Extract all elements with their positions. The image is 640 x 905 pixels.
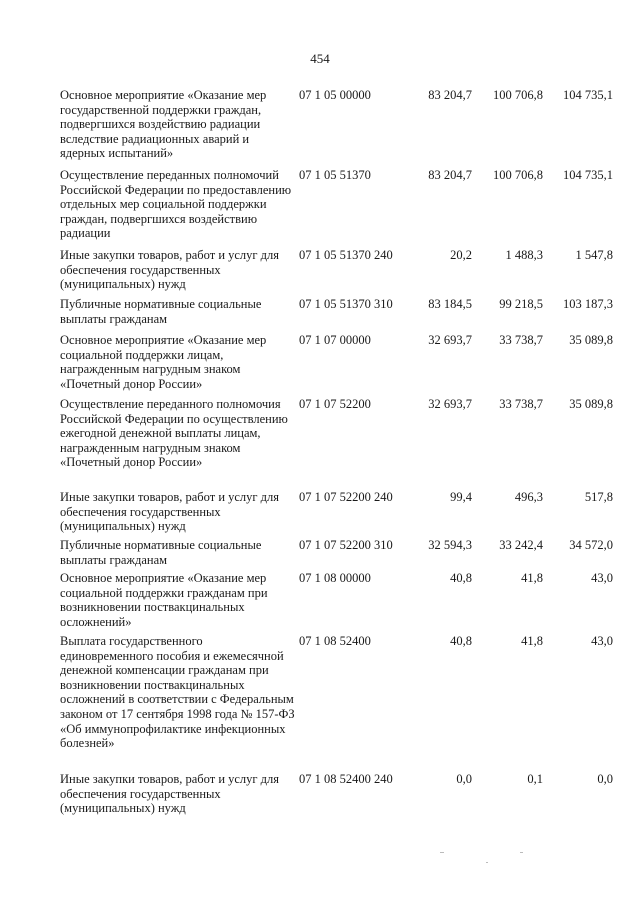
row-name: Основное мероприятие «Оказание мер государственной поддержки граждан, подвергшихся воздействию радиации вследствие радиационных аварий и ядерных испытаний»: [60, 88, 267, 161]
row-value-3: 1 547,8: [575, 248, 613, 262]
page-number: 454: [310, 51, 330, 66]
row-value-1: 83 204,7: [428, 168, 472, 182]
row-code: 07 1 07 52200 240: [299, 490, 393, 504]
row-value-1: 32 693,7: [428, 333, 472, 347]
scan-speck: [486, 862, 488, 863]
row-value-3: 35 089,8: [569, 333, 613, 347]
row-value-2: 41,8: [521, 571, 543, 585]
row-value-2: 33 738,7: [499, 397, 543, 411]
row-value-3: 104 735,1: [563, 88, 613, 102]
row-value-2: 33 242,4: [499, 538, 543, 552]
row-value-3: 35 089,8: [569, 397, 613, 411]
row-value-1: 40,8: [450, 571, 472, 585]
row-value-3: 104 735,1: [563, 168, 613, 182]
row-value-2: 33 738,7: [499, 333, 543, 347]
row-code: 07 1 05 51370 240: [299, 248, 393, 262]
row-name: Иные закупки товаров, работ и услуг для обеспечения государственных (муниципальных) нужд: [60, 772, 280, 816]
row-value-2: 41,8: [521, 634, 543, 648]
row-value-1: 83 204,7: [428, 88, 472, 102]
row-value-3: 43,0: [591, 571, 613, 585]
row-value-3: 0,0: [597, 772, 613, 786]
row-code: 07 1 08 52400: [299, 634, 371, 648]
row-code: 07 1 05 00000: [299, 88, 371, 102]
row-name: Публичные нормативные социальные выплаты гражданам: [60, 297, 262, 326]
row-name: Публичные нормативные социальные выплаты гражданам: [60, 538, 262, 567]
row-value-1: 40,8: [450, 634, 472, 648]
row-name: Осуществление переданного полномочия Российской Федерации по осуществлению ежегодной денежной выплаты лицам, награжденным нагрудным знаком «Почетный донор России»: [60, 397, 288, 470]
row-value-3: 103 187,3: [563, 297, 613, 311]
row-value-2: 99 218,5: [499, 297, 543, 311]
row-value-2: 0,1: [527, 772, 543, 786]
row-name: Основное мероприятие «Оказание мер социальной поддержки лицам, награжденным нагрудным знаком «Почетный донор России»: [60, 333, 267, 391]
row-code: 07 1 07 00000: [299, 333, 371, 347]
row-value-1: 99,4: [450, 490, 472, 504]
row-code: 07 1 05 51370 310: [299, 297, 393, 311]
row-value-2: 100 706,8: [493, 168, 543, 182]
row-code: 07 1 08 00000: [299, 571, 371, 585]
row-value-2: 100 706,8: [493, 88, 543, 102]
row-name: Иные закупки товаров, работ и услуг для обеспечения государственных (муниципальных) нужд: [60, 248, 280, 292]
row-name: Выплата государственного единовременного пособия и ежемесячной денежной компенсации гражданам при возникновении поствакцинальных осложнений в соответствии с Федеральным законом от 17 сентября 1998 года № 157-ФЗ «Об иммунопрофилактике инфекционных болезней»: [60, 634, 295, 751]
row-value-3: 34 572,0: [569, 538, 613, 552]
row-code: 07 1 07 52200 310: [299, 538, 393, 552]
row-value-1: 83 184,5: [428, 297, 472, 311]
row-value-2: 1 488,3: [505, 248, 543, 262]
row-name: Иные закупки товаров, работ и услуг для обеспечения государственных (муниципальных) нужд: [60, 490, 280, 534]
row-code: 07 1 08 52400 240: [299, 772, 393, 786]
row-code: 07 1 07 52200: [299, 397, 371, 411]
row-value-3: 517,8: [584, 490, 613, 504]
row-value-1: 32 594,3: [428, 538, 472, 552]
scan-speck: [440, 852, 444, 853]
row-name: Основное мероприятие «Оказание мер социальной поддержки гражданам при возникновении поствакцинальных осложнений»: [60, 571, 268, 629]
row-value-3: 43,0: [591, 634, 613, 648]
row-value-1: 20,2: [450, 248, 472, 262]
scan-speck: [520, 852, 523, 853]
row-name: Осуществление переданных полномочий Российской Федерации по предоставлению отдельных мер социальной поддержки граждан, подвергшихся воздействию радиации: [60, 168, 292, 241]
row-code: 07 1 05 51370: [299, 168, 371, 182]
row-value-1: 0,0: [456, 772, 472, 786]
row-value-2: 496,3: [514, 490, 543, 504]
row-value-1: 32 693,7: [428, 397, 472, 411]
